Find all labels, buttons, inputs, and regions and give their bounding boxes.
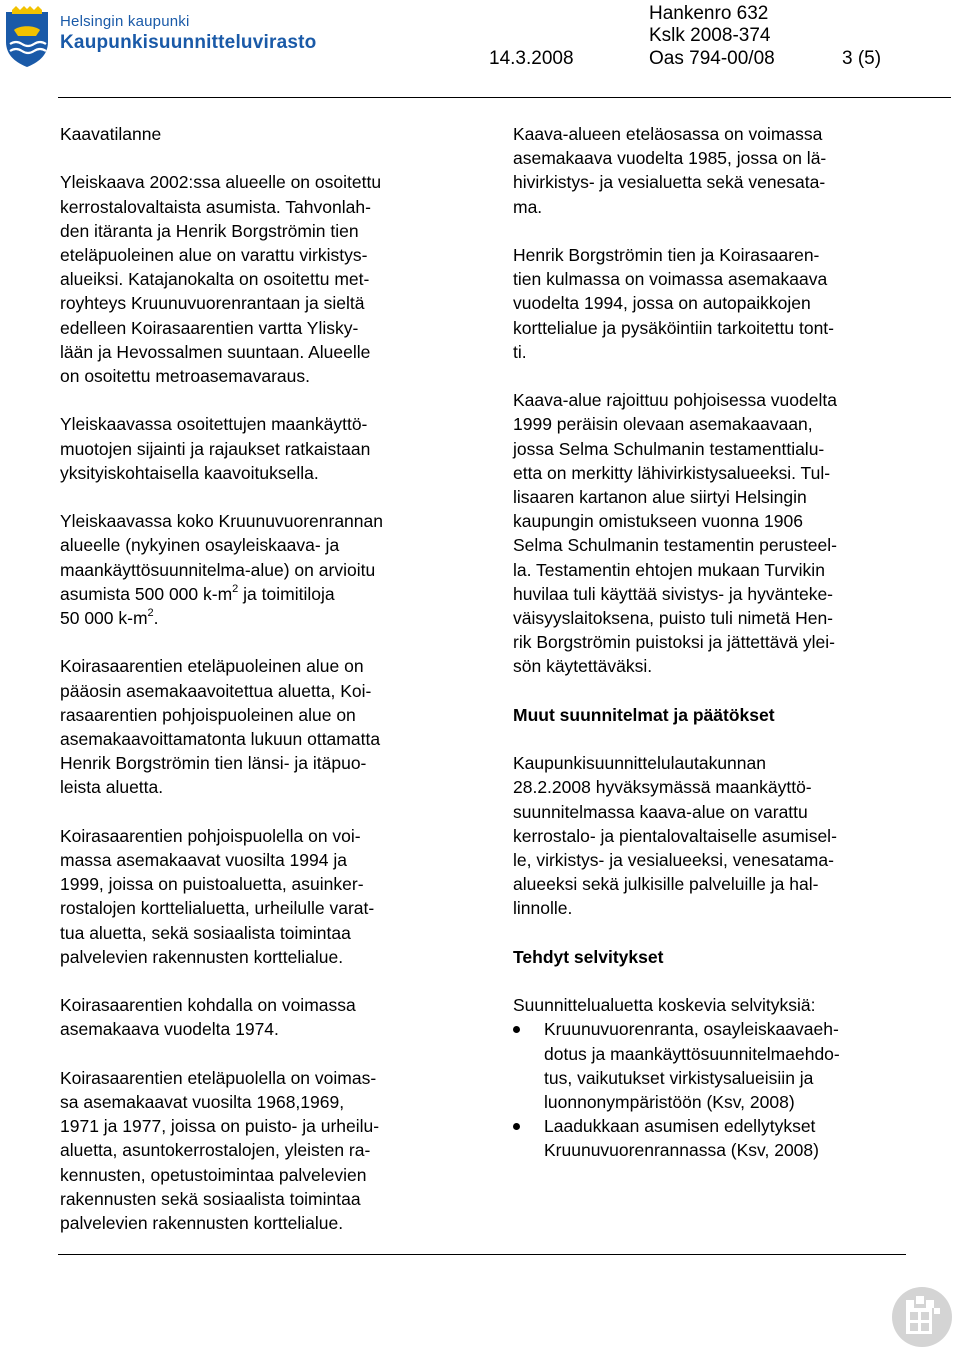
section-heading-muut-suunnitelmat: Muut suunnitelmat ja päätökset — [513, 704, 775, 725]
document-stamp-icon — [891, 1286, 953, 1348]
paragraph: Koirasaarentien kohdalla on voimassa asemakaava vuodelta 1974. — [60, 995, 356, 1040]
meeting-number: Hankenro 632 — [649, 3, 769, 24]
text-segment: ja toimitiloja 50 000 k-m — [60, 583, 335, 629]
org-office: Kaupunkisuunnitteluvirasto — [60, 32, 317, 53]
oas-number: Oas 794-00/08 — [649, 48, 775, 69]
org-city: Helsingin kaupunki — [60, 13, 190, 30]
paragraph: Henrik Borgströmin tien ja Koirasaaren- tien kulmassa on voimassa asemakaava vuodelta 1994, jossa on autopaikkojen korttelialue ja pysäköintiin tarkoitettu tont- ti. — [513, 245, 834, 362]
list-item — [513, 1017, 913, 1114]
paragraph: Suunnittelualuetta koskevia selvityksiä: — [513, 995, 816, 1016]
paragraph: Yleiskaavassa osoitettujen maankäyttö- muotojen sijainti ja rajaukset ratkaistaan yksityiskohtaisella kaavoituksella. — [60, 414, 371, 483]
survey-list — [513, 1017, 913, 1162]
page-number: 3 (5) — [842, 48, 882, 69]
organization-name — [60, 13, 316, 55]
paragraph: Kaupunkisuunnittelulautakunnan 28.2.2008 hyväksymässä maankäyttö- suunnitelmassa kaava-alue on varattu kerrostalo- ja pientalovaltaiselle asumisel- le, virkistys- ja vesialueeksi, venesatama- alueeksi sekä julkisille palveluille ja hal- linnolle. — [513, 753, 837, 919]
left-column — [60, 122, 460, 1259]
paragraph: Kaava-alueen eteläosassa on voimassa asemakaava vuodelta 1985, jossa on lä- hivirkistys- ja vesialuetta sekä venesata- ma. — [513, 124, 827, 217]
bullet-icon — [513, 1026, 520, 1033]
helsinki-crest-icon — [2, 6, 52, 68]
list-item-text: Kruunuvuorenranta, osayleiskaavaeh- dotus ja maankäyttösuunnitelmaehdo- tus, vaikutukset virkistysalueisiin ja luonnonympäristöön (Ksv, 2008) — [544, 1019, 840, 1113]
header-divider — [58, 97, 951, 98]
bullet-icon — [513, 1123, 520, 1130]
section-heading-kaavatilanne: Kaavatilanne — [60, 124, 162, 144]
section-heading-tehdyt-selvitykset: Tehdyt selvitykset — [513, 946, 664, 967]
superscript: 2 — [232, 582, 239, 595]
list-item — [513, 1114, 913, 1162]
paragraph: Kaava-alue rajoittuu pohjoisessa vuodelta 1999 peräisin olevaan asemakaavaan, jossa Selma Schulmanin testamenttialu- etta on merkitty lähivirkistysalueeksi. Tul- lisaaren kartanon alue siirtyi Helsingin kaupungin omistukseen vuonna 1906 Selma Schulmanin testamentin perusteel- la. Testamentin ehtojen mukaan Turvikin huvilaa tuli käyttää sivistys- ja hyväntеke- väisyyslaitoksena, puisto tuli nimetä Hen- rik Borgströmin puistoksi ja jättettävä ylei- sön käytettäväksi. — [513, 390, 837, 677]
text-segment: . — [153, 608, 159, 629]
footer-divider — [58, 1254, 906, 1255]
paragraph: Yleiskaava 2002:ssa alueelle on osoitettu kerrostalovaltaista asumista. Tahvonlah- den itäranta ja Henrik Borgströmin tien eteläpuoleinen alue on varattu virkistys- alueiksi. Katajanokalta on osoitettu met- royhteys Kruunuvuorenrantaan ja sieltä edelleen Koirasaarentien vartta Ylisky- lään ja Hevossalmen suuntaan. Alueelle on osoitettu metroasemavaraus. — [60, 172, 382, 387]
paragraph: Koirasaarentien eteläpuoleinen alue on pääosin asemakaavoitettua aluetta, Koi- rasaarentien pohjoispuoleinen alue on asemakaavoittamatonta lukuun ottamatta Henrik Borgströmin tien länsi- ja itäpuo- leista aluetta. — [60, 656, 381, 798]
list-item-text: Laadukkaan asumisen edellytykset Kruunuvuorenrannassa (Ksv, 2008) — [544, 1116, 819, 1161]
document-date: 14.3.2008 — [489, 48, 574, 69]
paragraph: Koirasaarentien pohjoispuolella on voi- massa asemakaavat vuosilta 1994 ja 1999, joissa on puistoaluetta, asuinker- rostalojen korttelialuetta, urheilulle varat- tua aluetta, sekä sosiaalista toimintaa palvelevien rakennusten korttelialue. — [60, 825, 375, 967]
paragraph: Koirasaarentien eteläpuolella on voimas- sa asemakaavat vuosilta 1968,1969, 1971 ja 1977, joissa on puisto- ja urheilu- aluetta, asuntokerrostalojen, yleisten ra- kennusten, opetustoimintaa palvelevien rakennusten sekä sosiaalista toimintaa palvelevien rakennusten korttelialue. — [60, 1067, 380, 1234]
right-column — [513, 122, 913, 1163]
case-number: Kslk 2008-374 — [649, 25, 771, 46]
text-segment: Yleiskaavassa koko Kruunuvuorenrannan alueelle (nykyinen osayleiskaava- ja maankäyttösuunnitelma-alue) on arvioitu asumista 500 000 k-m — [60, 511, 383, 604]
paragraph-with-units — [60, 509, 460, 630]
superscript: 2 — [147, 607, 154, 620]
